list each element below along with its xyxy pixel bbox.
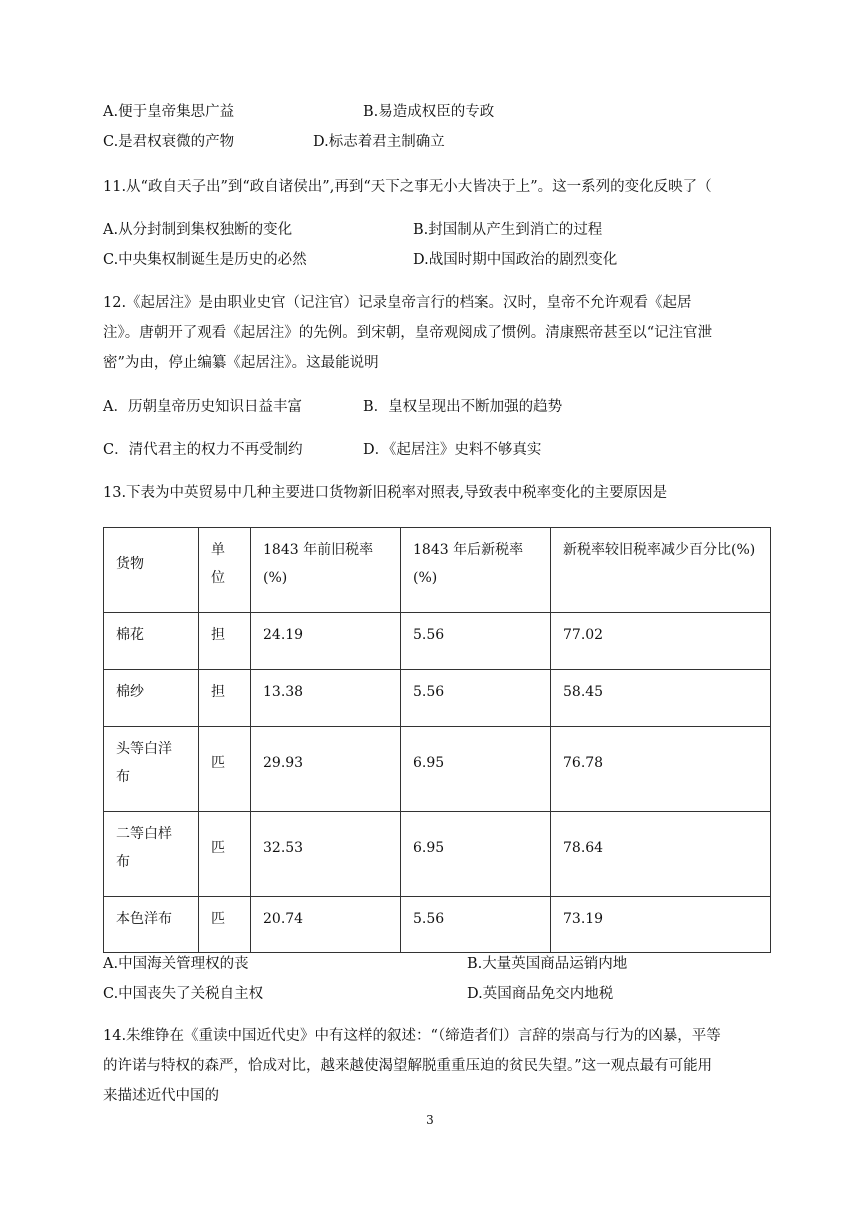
table-cell: 担 bbox=[199, 670, 251, 727]
q12-stem-line-2: 注》。唐朝开了观看《起居注》的先例。到宋朝，皇帝观阅成了惯例。清康熙帝甚至以“记注官泄 bbox=[103, 325, 713, 341]
table-cell: 20.74 bbox=[251, 897, 401, 953]
table-cell: 5.56 bbox=[401, 897, 551, 953]
q11-option-a: A.从分封制到集权独断的变化 bbox=[103, 222, 293, 238]
table-cell: 76.78 bbox=[551, 727, 771, 812]
q11-option-d: D.战国时期中国政治的剧烈变化 bbox=[413, 252, 618, 268]
table-cell: 78.64 bbox=[551, 812, 771, 897]
tax-rate-table bbox=[103, 527, 771, 953]
table-row bbox=[104, 613, 771, 670]
q10-option-d: D.标志着君主制确立 bbox=[313, 134, 445, 150]
q12-option-b: B．皇权呈现出不断加强的趋势 bbox=[363, 399, 563, 415]
q13-option-a: A.中国海关管理权的丧 bbox=[103, 956, 249, 972]
table-cell: 本色洋布 bbox=[104, 897, 199, 953]
q14-stem-line-1: 14.朱维铮在《重读中国近代史》中有这样的叙述：“（缔造者们）言辞的崇高与行为的凶暴，平等 bbox=[103, 1028, 721, 1044]
table-cell: 6.95 bbox=[401, 812, 551, 897]
q12-option-a: A．历朝皇帝历史知识日益丰富 bbox=[103, 399, 302, 415]
q12-stem-line-3: 密”为由，停止编纂《起居注》。这最能说明 bbox=[103, 355, 379, 371]
table-cell: 5.56 bbox=[401, 613, 551, 670]
q11-option-b: B.封国制从产生到消亡的过程 bbox=[413, 222, 603, 238]
q13-option-c: C.中国丧失了关税自主权 bbox=[103, 986, 264, 1002]
q14-stem-line-3: 来描述近代中国的 bbox=[103, 1088, 219, 1104]
table-header-cell: 货物 bbox=[104, 528, 199, 613]
q13-option-b: B.大量英国商品运销内地 bbox=[467, 956, 628, 972]
q10-option-c: C.是君权衰微的产物 bbox=[103, 134, 235, 150]
q12-stem-line-1: 12.《起居注》是由职业史官（记注官）记录皇帝言行的档案。汉时，皇帝不允许观看《起居 bbox=[103, 295, 692, 311]
table-header-cell: 1843 年后新税率(%) bbox=[401, 528, 551, 613]
q10-option-a: A.便于皇帝集思广益 bbox=[103, 104, 235, 120]
table-cell: 77.02 bbox=[551, 613, 771, 670]
table-cell: 29.93 bbox=[251, 727, 401, 812]
page-number: 3 bbox=[426, 1113, 434, 1127]
table-cell: 58.45 bbox=[551, 670, 771, 727]
table-cell: 棉纱 bbox=[104, 670, 199, 727]
table-header-cell: 新税率较旧税率减少百分比(%) bbox=[551, 528, 771, 613]
table-cell: 32.53 bbox=[251, 812, 401, 897]
table-cell: 73.19 bbox=[551, 897, 771, 953]
table-cell: 头等白洋布 bbox=[104, 727, 199, 812]
table-row bbox=[104, 812, 771, 897]
q11-stem: 11.从“政自天子出”到“政自诸侯出”,再到“天下之事无小大皆决于上”。这一系列的变化反映了（ bbox=[103, 179, 712, 195]
q12-option-d: D．《起居注》史料不够真实 bbox=[363, 442, 542, 458]
q13-stem: 13.下表为中英贸易中几种主要进口货物新旧税率对照表,导致表中税率变化的主要原因是 bbox=[103, 485, 668, 501]
q11-option-c: C.中央集权制诞生是历史的必然 bbox=[103, 252, 307, 268]
q14-stem-line-2: 的许诺与特权的森严，恰成对比，越来越使渴望解脱重重压迫的贫民失望。”这一观点最有可能用 bbox=[103, 1058, 713, 1074]
table-cell: 匹 bbox=[199, 812, 251, 897]
table-row bbox=[104, 727, 771, 812]
table-cell: 二等白样布 bbox=[104, 812, 199, 897]
table-cell: 棉花 bbox=[104, 613, 199, 670]
table-row bbox=[104, 670, 771, 727]
table-header-cell: 1843 年前旧税率(%) bbox=[251, 528, 401, 613]
table-cell: 6.95 bbox=[401, 727, 551, 812]
q12-option-c: C．清代君主的权力不再受制约 bbox=[103, 442, 303, 458]
q13-option-d: D.英国商品免交内地税 bbox=[467, 986, 614, 1002]
table-cell: 匹 bbox=[199, 727, 251, 812]
table-cell: 5.56 bbox=[401, 670, 551, 727]
table-cell: 24.19 bbox=[251, 613, 401, 670]
q10-option-b: B.易造成权臣的专政 bbox=[363, 104, 495, 120]
table-cell: 匹 bbox=[199, 897, 251, 953]
table-header-row bbox=[104, 528, 771, 613]
table-cell: 担 bbox=[199, 613, 251, 670]
table-cell: 13.38 bbox=[251, 670, 401, 727]
table-header-cell: 单位 bbox=[199, 528, 251, 613]
table-row bbox=[104, 897, 771, 953]
